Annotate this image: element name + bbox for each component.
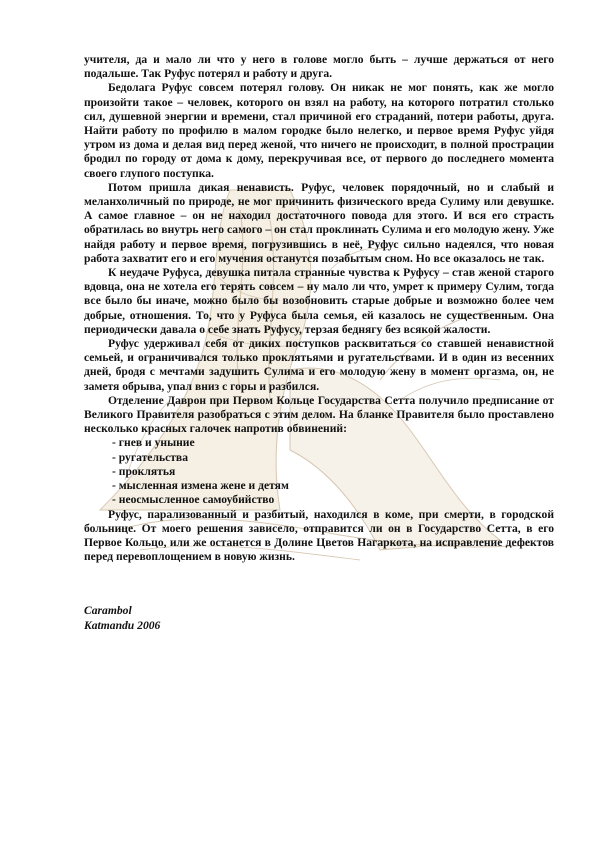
document-body: [84, 53, 554, 564]
signature-block: [84, 604, 554, 632]
accusations-list: [84, 436, 554, 507]
signature-author: Carambol: [84, 604, 132, 618]
paragraph: Отделение Даврон при Первом Кольце Государства Сетта получило предписание от Великого Правителя разобраться с этим делом. На бланке Правителя было проставлено несколько красных галочек напротив обвинений:: [84, 393, 554, 436]
list-item: - проклятья: [112, 464, 176, 478]
paragraph: учителя, да и мало ли что у него в голове могло быть – лучше держаться от него подальше. Так Руфус потерял и работу и друга.: [84, 53, 554, 81]
closing-paragraph: Руфус, парализованный и разбитый, находился в коме, при смерти, в городской больнице. От моего решения зависело, отправится ли он в Государство Сетта, в его Первое Кольцо, или же останется в Долине Цветов Нагаркота, на исправление дефектов перед перевоплощением в новую жизнь.: [84, 507, 554, 564]
list-item: - неосмысленное самоубийство: [112, 493, 275, 507]
document-page: [84, 53, 554, 633]
paragraph: Потом пришла дикая ненависть. Руфус, человек порядочный, но и слабый и меланхоличный по природе, не мог причинить физического вреда Сулиму или девушке. А самое главное – он не находил достаточного повода для этого. И вся его страсть обратилась во внутрь него самого – он стал проклинать Сулима и его молодую жену. Уже найдя работу и первое время, погрузившись в неё, Руфус сильно надеялся, что новая работа захватит его и его мучения останутся позабытым сном. Но все оказалось не так.: [84, 180, 554, 265]
paragraph: К неудаче Руфуса, девушка питала странные чувства к Руфусу – став женой старого вдовца, она не хотела его терять совсем – ну мало ли что, умрет к примеру Сулим, тогда все было бы иначе, можно было бы возобновить старые добрые и возможно более чем добрые, отношения. То, что у Руфуса была семья, ей казалось не существенным. Она периодически давала о себе знать Руфусу, терзая беднягу без всякой жалости.: [84, 266, 554, 336]
paragraph: Бедолага Руфус совсем потерял голову. Он никак не мог понять, как же могло произойти такое – человек, которого он взял на работу, на которого потратил столько сил, душевной энергии и времени, стал причиной его страданий, потери работы, друга. Найти работу по профилю в малом городке было нелегко, и первое время Руфус уйдя утром из дома и делая вид перед женой, что ничего не происходит, в полной прострации бродил по городу от дома к дому, перекручивая все, от первого до последнего момента своего глупого поступка.: [84, 81, 554, 180]
paragraph: Руфус удерживал себя от диких поступков расквитаться со ставшей ненавистной семьей, и ограничивался только проклятьями и ругательствами. И в один из весенних дней, бродя с мечтами задушить Сулима и его молодую жену в момент оргазма, он, не заметя обрыва, упал вниз с горы и разбился.: [84, 337, 554, 393]
list-item: - мысленная измена жене и детям: [112, 479, 289, 493]
list-item: - гнев и уныние: [112, 436, 195, 450]
list-item: - ругательства: [112, 450, 188, 464]
signature-place-year: Katmandu 2006: [84, 618, 161, 632]
